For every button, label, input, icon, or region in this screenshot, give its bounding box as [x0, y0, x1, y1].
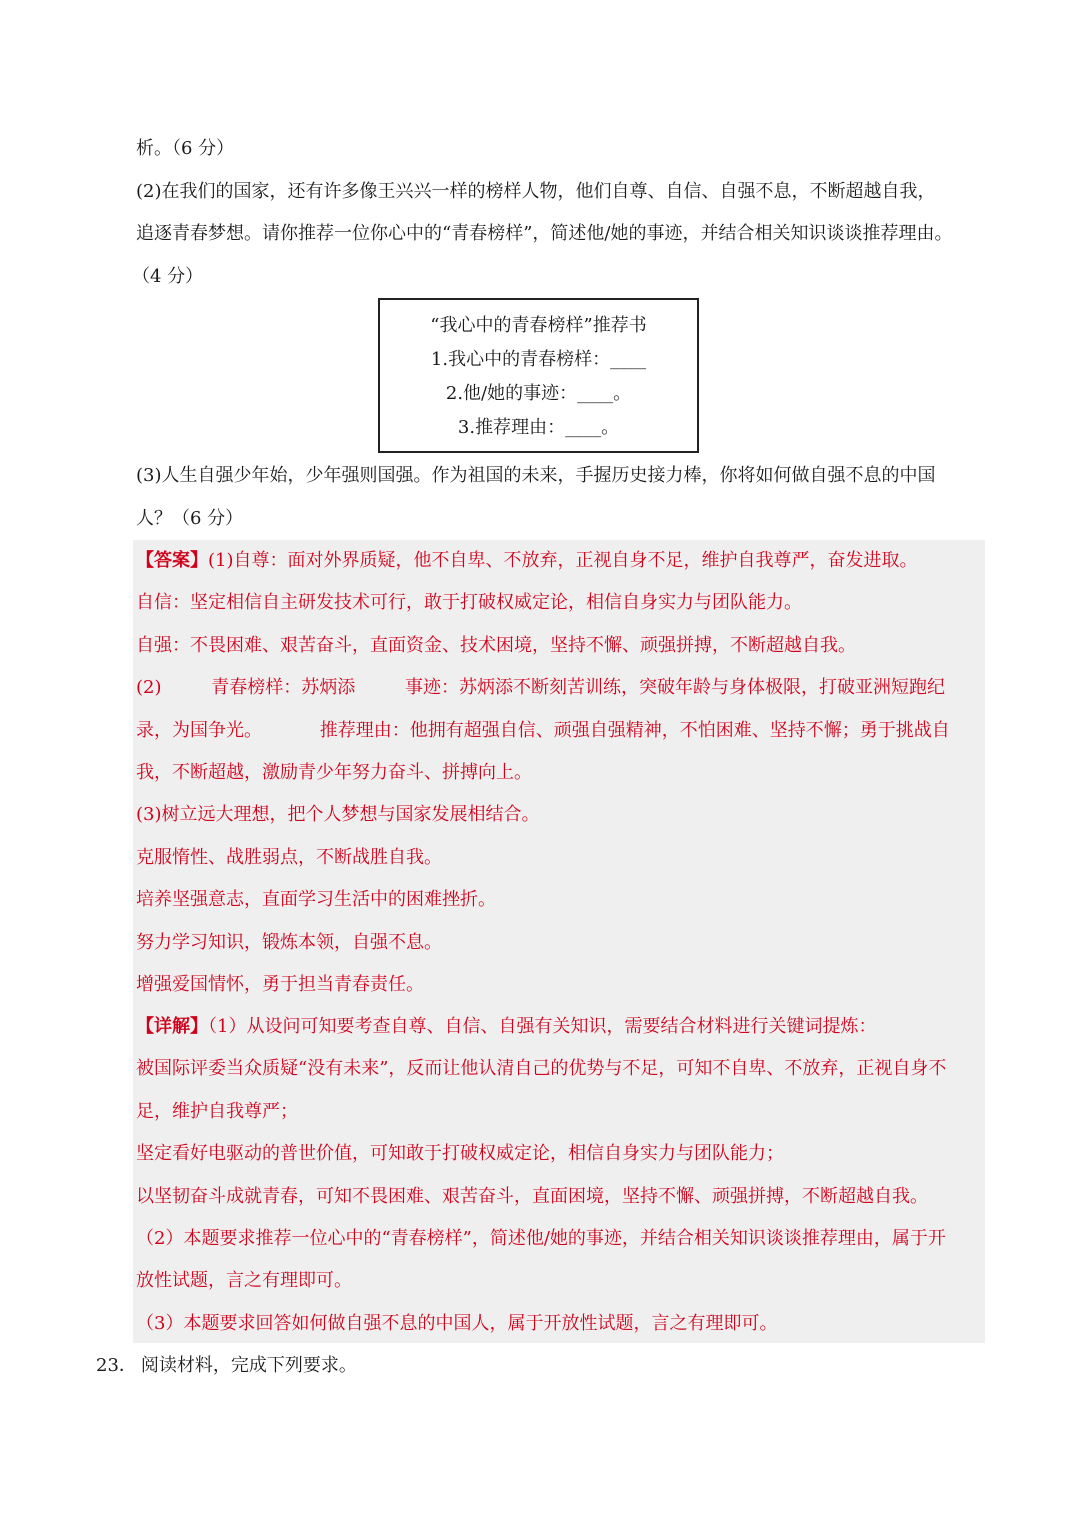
answer-1-text: (1)自尊：面对外界质疑，他不自卑、不放弃，正视自身不足，维护自我尊严，奋发进取。 — [208, 550, 918, 571]
analysis-1-text: （1）从设问可知要考查自尊、自信、自强有关知识，需要结合材料进行关键词提炼： — [208, 1016, 877, 1037]
answer-3-line-1: (3)树立远大理想，把个人梦想与国家发展相结合。 — [136, 804, 540, 825]
question-line-top: 析。（6 分） — [136, 138, 235, 159]
answer-2-line-2 — [136, 719, 950, 743]
question-2-points: （4 分） — [132, 266, 204, 287]
recommendation-box-title: “我心中的青春榜样”推荐书 — [430, 315, 647, 336]
answer-3-line-5: 增强爱国情怀，勇于担当青春责任。 — [136, 974, 424, 995]
next-question-number: 23． — [96, 1355, 137, 1376]
analysis-1-line-2: 被国际评委当众质疑“没有未来”，反而让他认清自己的优势与不足，可知不自卑、不放弃，正视自身不 — [136, 1058, 947, 1079]
answer-1-line-1 — [136, 549, 918, 573]
answer-2-role: 青春榜样：苏炳添 — [211, 677, 356, 698]
analysis-2-line-1: （2）本题要求推荐一位心中的“青春榜样”，简述他/她的事迹，并结合相关知识谈谈推荐理由，属于开 — [136, 1228, 946, 1249]
answer-2-number: (2) — [136, 677, 162, 698]
analysis-1-line-1 — [136, 1015, 876, 1039]
next-question — [96, 1354, 357, 1378]
answer-3-line-4: 努力学习知识，锻炼本领，自强不息。 — [136, 932, 442, 953]
answer-1-line-3: 自强：不畏困难、艰苦奋斗，直面资金、技术困境，坚持不懈、顽强拼搏，不断超越自我。 — [136, 635, 856, 656]
answer-2-line-2b: 推荐理由：他拥有超强自信、顽强自强精神，不怕困难、坚持不懈；勇于挑战自 — [319, 720, 950, 741]
recommendation-box-item-3: 3.推荐理由：____。 — [457, 417, 620, 438]
question-3-line-1: (3)人生自强少年始，少年强则国强。作为祖国的未来，手握历史接力棒，你将如何做自强不息的中国 — [136, 465, 936, 486]
answer-2-line-3: 我，不断超越，激励青少年努力奋斗、拼搏向上。 — [136, 762, 532, 783]
answer-3-line-3: 培养坚强意志，直面学习生活中的困难挫折。 — [136, 889, 496, 910]
answer-2-line-1 — [136, 676, 945, 700]
analysis-1-line-3: 足，维护自我尊严； — [136, 1101, 298, 1122]
answer-2-line-2a: 录，为国争光。 — [136, 720, 262, 741]
analysis-1-line-4: 坚定看好电驱动的普世价值，可知敢于打破权威定论，相信自身实力与团队能力； — [136, 1143, 784, 1164]
analysis-2-line-2: 放性试题，言之有理即可。 — [136, 1270, 352, 1291]
answer-1-line-2: 自信：坚定相信自主研发技术可行，敢于打破权威定论，相信自身实力与团队能力。 — [136, 592, 802, 613]
question-3-line-2: 人？（6 分） — [136, 508, 244, 529]
analysis-3-line-1: （3）本题要求回答如何做自强不息的中国人，属于开放性试题，言之有理即可。 — [136, 1313, 778, 1334]
analysis-tag: 【详解】 — [136, 1016, 208, 1037]
question-2-line-1: (2)在我们的国家，还有许多像王兴兴一样的榜样人物，他们自尊、自信、自强不息，不断超越自我， — [136, 181, 936, 202]
analysis-1-line-5: 以坚韧奋斗成就青春，可知不畏困难、艰苦奋斗，直面困境，坚持不懈、顽强拼搏，不断超越自我。 — [136, 1186, 928, 1207]
next-question-text: 阅读材料，完成下列要求。 — [140, 1355, 357, 1376]
recommendation-box-item-2: 2.他/她的事迹：____。 — [445, 383, 632, 404]
recommendation-box — [378, 298, 699, 453]
question-2-line-2: 追逐青春梦想。请你推荐一位你心中的“青春榜样”，简述他/她的事迹，并结合相关知识谈谈推荐理由。 — [136, 223, 953, 244]
answer-2-deeds: 事迹：苏炳添不断刻苦训练，突破年龄与身体极限，打破亚洲短跑纪 — [404, 677, 945, 698]
answer-tag: 【答案】 — [136, 550, 208, 571]
recommendation-box-item-1: 1.我心中的青春榜样：____ — [430, 349, 647, 370]
answer-3-line-2: 克服惰性、战胜弱点，不断战胜自我。 — [136, 847, 442, 868]
